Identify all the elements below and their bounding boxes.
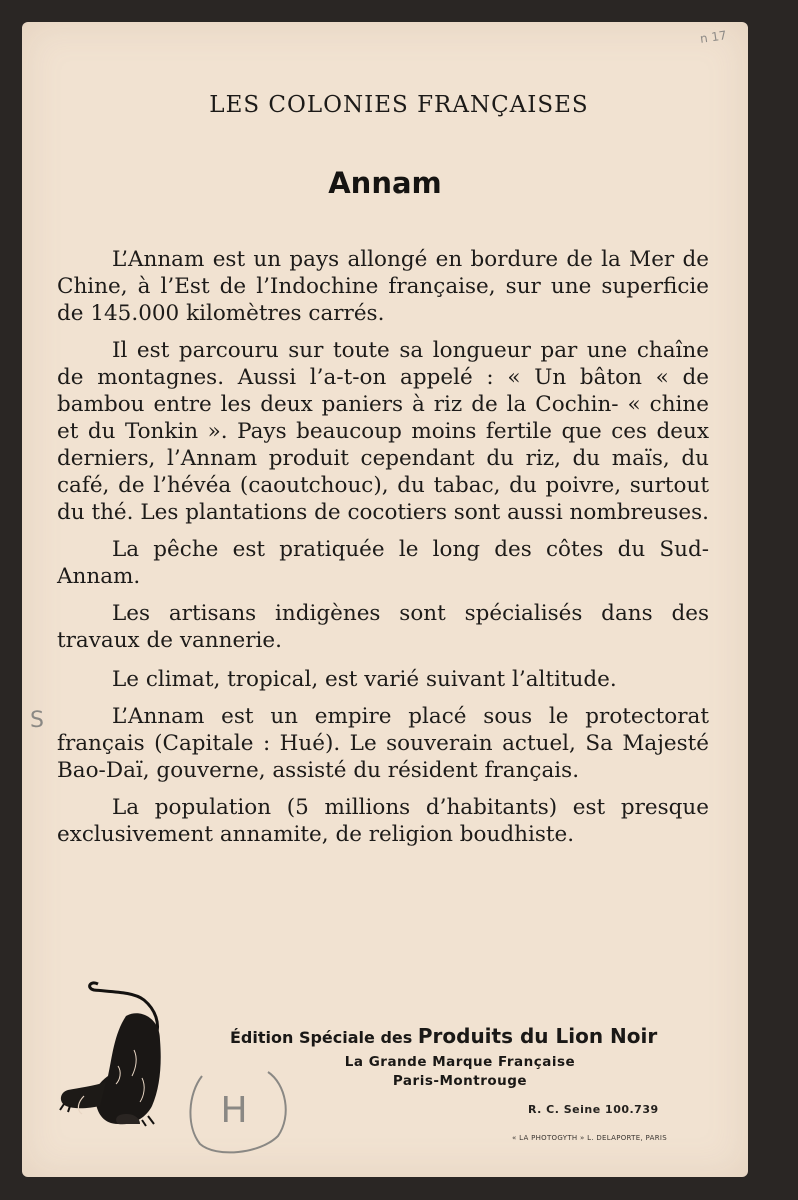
brand-tagline: La Grande Marque Française xyxy=(344,1054,576,1070)
page-title: Annam xyxy=(328,166,442,200)
pencil-letter: H xyxy=(220,1090,248,1131)
paragraph-fishing: La pêche est pratiquée le long des côtes du Sud-Annam. xyxy=(57,537,709,589)
edition-line xyxy=(230,1024,690,1048)
pencil-margin-mark: S xyxy=(30,708,44,733)
body-text xyxy=(57,246,709,858)
handwritten-corner-note: n 17 xyxy=(699,28,728,46)
paragraph-geography: Il est parcouru sur toute sa longueur par une chaîne de montagnes. Aussi l’a-t-on appelé : « Un bâton « de bambou entre les deux paniers à riz de la Cochin- « chine et du Tonkin ». Pays beaucoup moins fertile que ces deux derniers, l’Annam produit cependant du riz, du maïs, du café, de l’hévéa (caoutchouc), du tabac, du poivre, surtout du thé. Les plantations de cocotiers sont aussi nombreuses. xyxy=(57,338,709,525)
paragraph-climate: Le climat, tropical, est varié suivant l’altitude. xyxy=(112,667,617,692)
brand-name: Produits du Lion Noir xyxy=(417,1024,658,1048)
printer-credit: « LA PHOTOGYTH » L. DELAPORTE, PARIS xyxy=(512,1134,667,1142)
black-lion-icon xyxy=(56,978,174,1130)
paragraph-artisans: Les artisans indigènes sont spécialisés dans des travaux de vannerie. xyxy=(57,601,709,653)
edition-block xyxy=(230,1024,690,1089)
paragraph-population: La population (5 millions d’habitants) est presque exclusivement annamite, de religion boudhiste. xyxy=(57,795,709,847)
brand-location: Paris-Montrouge xyxy=(392,1073,528,1089)
registration-number: R. C. Seine 100.739 xyxy=(528,1103,659,1116)
series-title: LES COLONIES FRANÇAISES xyxy=(209,92,589,118)
paragraph-government: L’Annam est un empire placé sous le protectorat français (Capitale : Hué). Le souverain actuel, Sa Majesté Bao-Daï, gouverne, assisté du résident français. xyxy=(57,704,709,783)
paragraph-location: L’Annam est un pays allongé en bordure de la Mer de Chine, à l’Est de l’Indochine française, sur une superficie de 145.000 kilomètres carrés. xyxy=(57,247,709,326)
edition-prefix: Édition Spéciale des xyxy=(230,1028,413,1047)
